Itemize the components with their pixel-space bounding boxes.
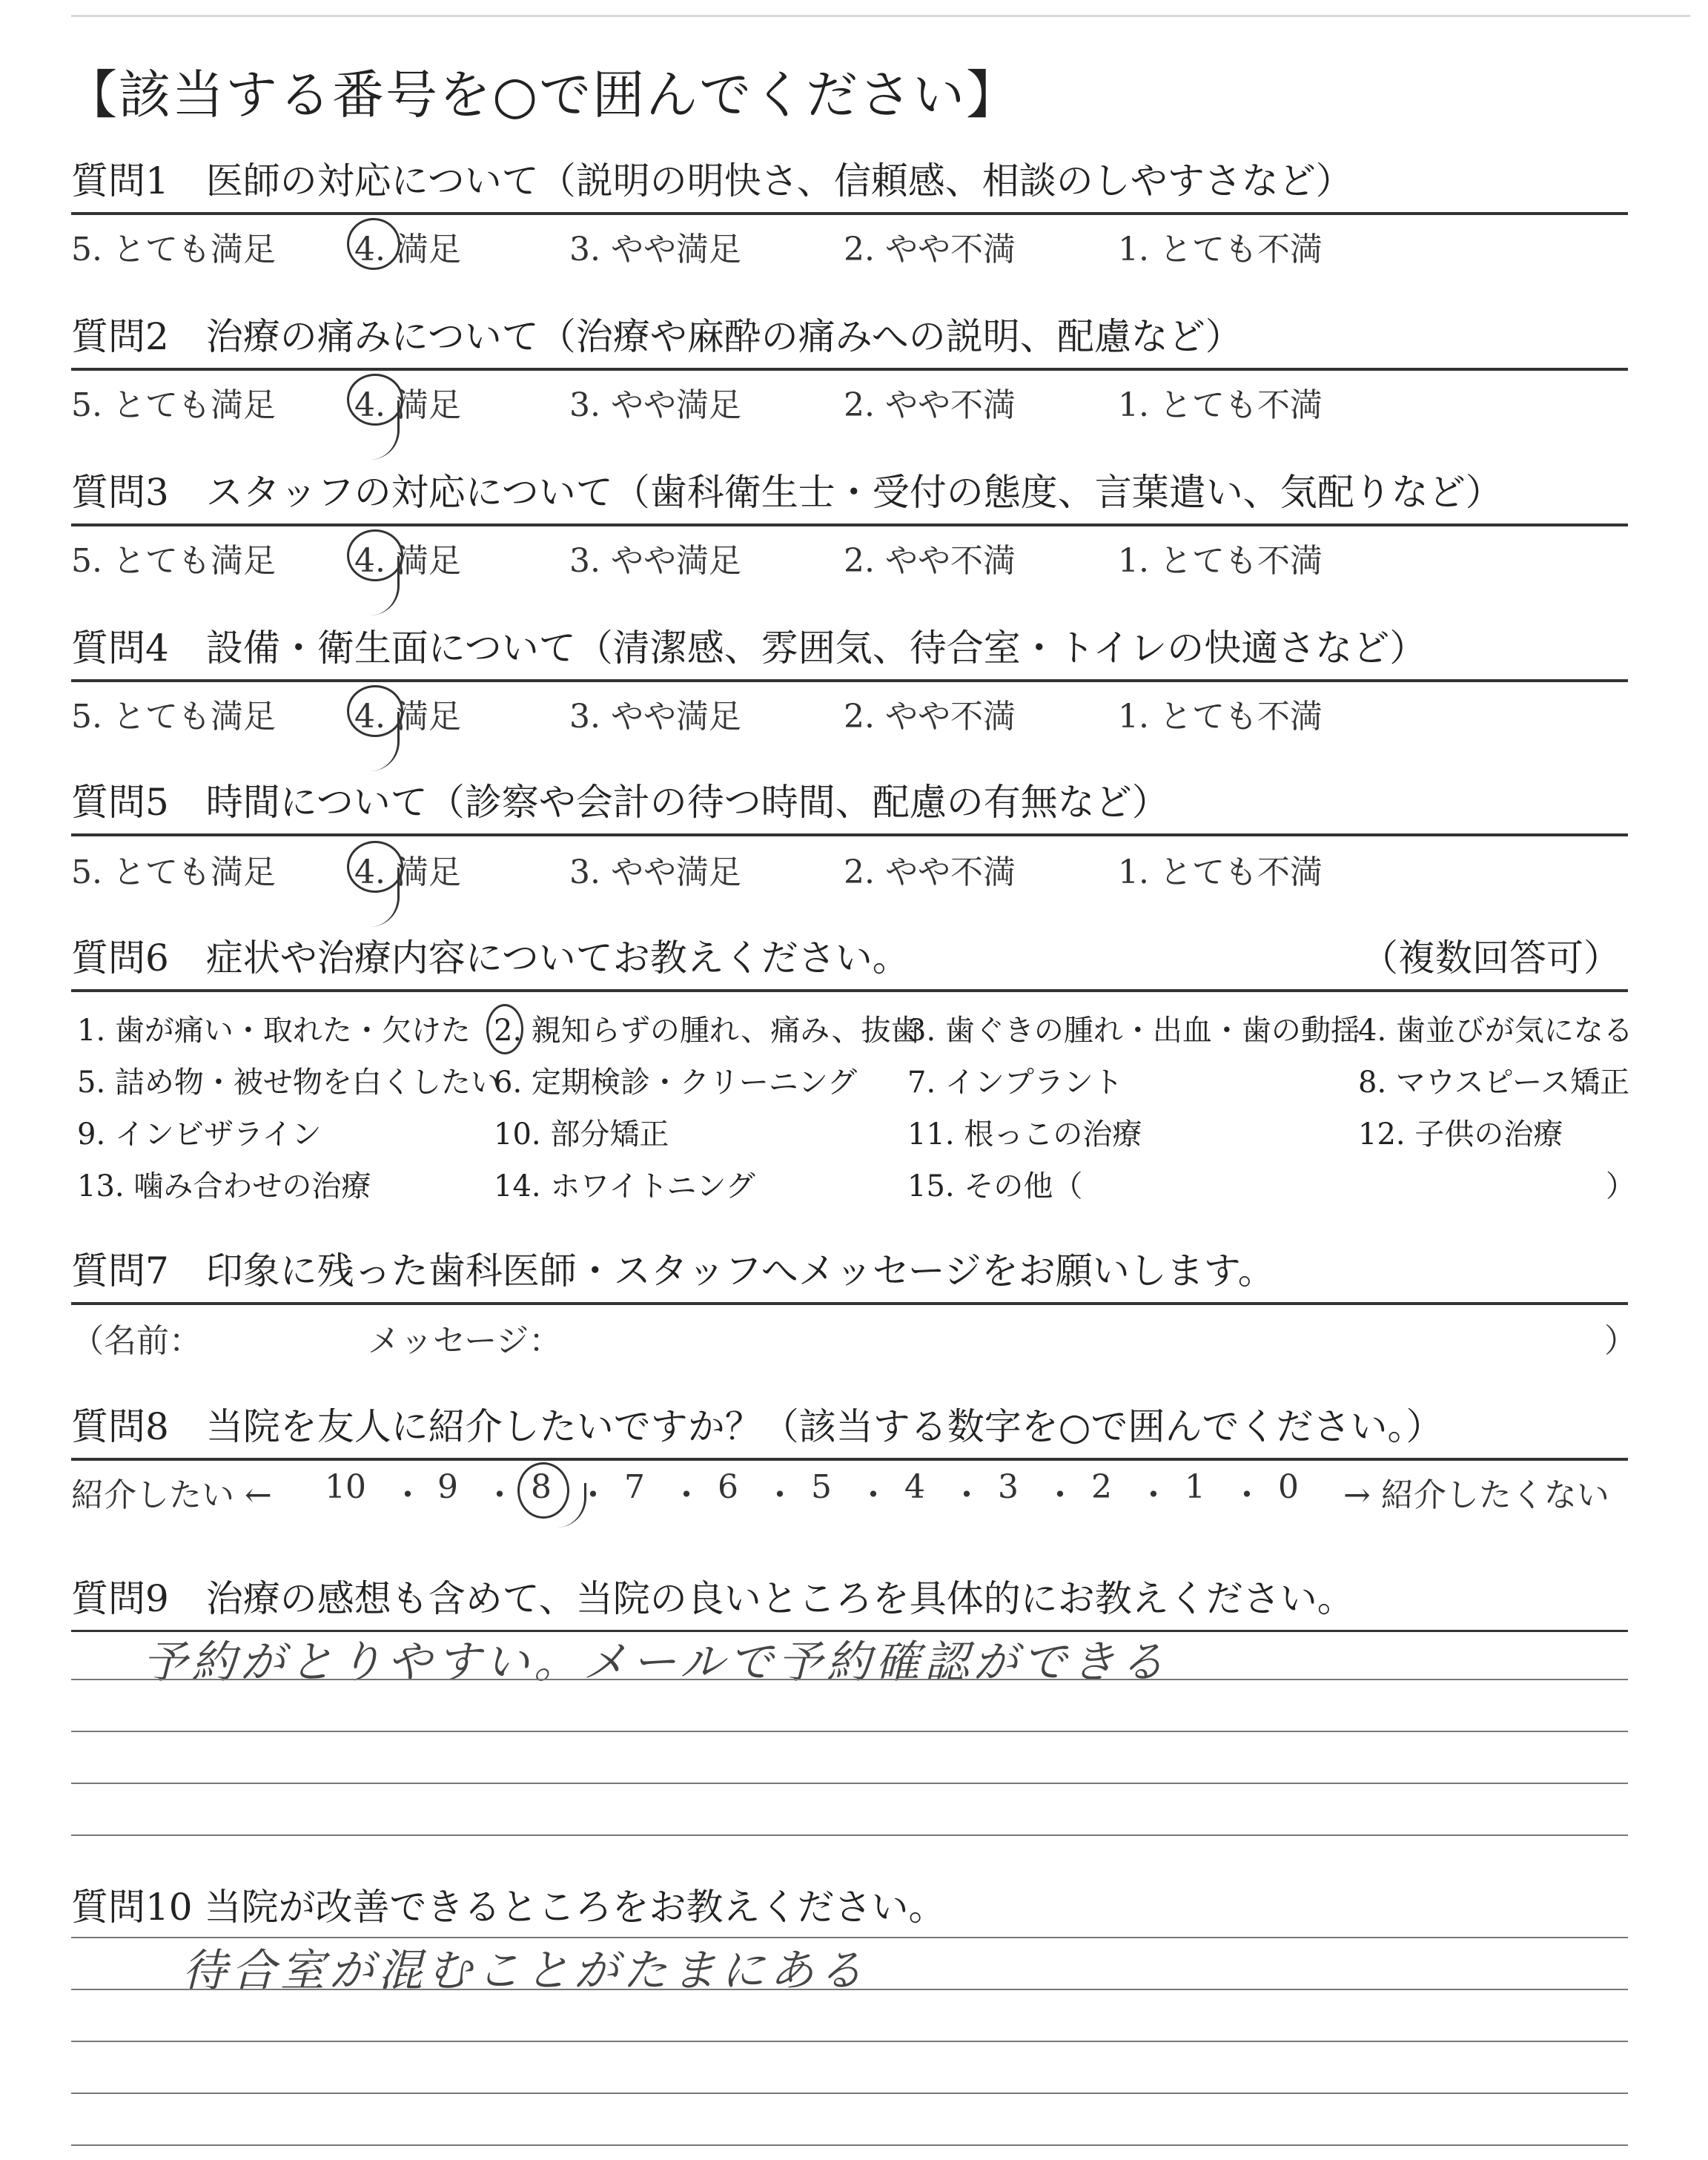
selection-circle bbox=[347, 218, 400, 270]
writing-line bbox=[71, 1834, 1628, 1836]
name-label[interactable]: （名前： bbox=[71, 1322, 202, 1360]
option-3[interactable]: 3. やや満足 bbox=[569, 542, 741, 580]
question-5-rule bbox=[71, 833, 1628, 836]
question-6-rule bbox=[71, 989, 1628, 992]
scale-dot: ・ bbox=[857, 1476, 890, 1514]
scale-dot: ・ bbox=[577, 1476, 609, 1514]
writing-line bbox=[71, 1989, 1628, 1990]
question-3-title: 質問3 スタッフの対応について（歯科衛生士・受付の態度、言葉遣い、気配りなど） bbox=[71, 471, 1503, 514]
question-8-title: 質問8 当院を友人に紹介したいですか？（該当する数字を○で囲んでください。） bbox=[71, 1405, 1443, 1448]
selection-circle bbox=[486, 1004, 523, 1054]
treatment-option[interactable]: 10. 部分矯正 bbox=[494, 1117, 669, 1152]
scale-2[interactable]: 2 bbox=[1091, 1468, 1112, 1506]
page-title: 【該当する番号を○で囲んでください】 bbox=[65, 65, 1020, 125]
scale-1[interactable]: 1 bbox=[1185, 1468, 1205, 1506]
question-6 bbox=[71, 934, 1635, 1203]
question-3 bbox=[71, 469, 1628, 580]
question-7-rule bbox=[71, 1302, 1628, 1305]
question-1-rule bbox=[71, 212, 1628, 215]
scale-dot: ・ bbox=[1044, 1476, 1076, 1514]
question-8 bbox=[71, 1403, 1628, 1514]
scale-0[interactable]: 0 bbox=[1278, 1468, 1299, 1506]
question-10-title: 質問10 当院が改善できるところをお教えください。 bbox=[71, 1886, 946, 1929]
treatment-option[interactable]: 7. インプラント bbox=[907, 1066, 1123, 1100]
option-4[interactable]: 4. 満足 bbox=[354, 698, 461, 736]
question-2-title: 質問2 治療の痛みについて（治療や麻酔の痛みへの説明、配慮など） bbox=[71, 315, 1242, 358]
question-7 bbox=[71, 1247, 1637, 1360]
scale-dot: ・ bbox=[764, 1476, 796, 1514]
option-2[interactable]: 2. やや不満 bbox=[844, 853, 1016, 891]
option-1[interactable]: 1. とても不満 bbox=[1118, 698, 1323, 736]
question-4 bbox=[71, 624, 1628, 736]
other-close-paren: ） bbox=[1606, 1169, 1635, 1203]
question-3-rule bbox=[71, 524, 1628, 526]
writing-line bbox=[71, 1731, 1628, 1732]
option-2[interactable]: 2. やや不満 bbox=[844, 542, 1016, 580]
writing-line bbox=[71, 1679, 1628, 1680]
question-5-title: 質問5 時間について（診察や会計の待つ時間、配慮の有無など） bbox=[71, 781, 1169, 824]
treatment-option[interactable]: 11. 根っこの治療 bbox=[907, 1117, 1142, 1152]
option-5[interactable]: 5. とても満足 bbox=[71, 853, 276, 891]
option-5[interactable]: 5. とても満足 bbox=[71, 542, 276, 580]
question-4-rule bbox=[71, 679, 1628, 682]
option-3[interactable]: 3. やや満足 bbox=[569, 853, 741, 891]
option-2[interactable]: 2. やや不満 bbox=[844, 231, 1016, 268]
scale-left-label: 紹介したい ← bbox=[71, 1476, 272, 1514]
scale-5[interactable]: 5 bbox=[811, 1468, 832, 1506]
pen-stroke bbox=[540, 1483, 586, 1527]
writing-line bbox=[71, 2041, 1628, 2042]
treatment-option[interactable]: 8. マウスピース矯正 bbox=[1358, 1066, 1630, 1100]
handwritten-answer[interactable]: 待合室が混むことがたまにある bbox=[182, 1945, 867, 1997]
treatment-option[interactable]: 3. 歯ぐきの腫れ・出血・歯の動揺 bbox=[907, 1014, 1360, 1048]
treatment-option[interactable]: 14. ホワイトニング bbox=[494, 1169, 755, 1203]
top-border bbox=[71, 15, 1690, 17]
treatment-option[interactable]: 2. 親知らずの腫れ、痛み、抜歯 bbox=[494, 1014, 921, 1048]
treatment-option[interactable]: 15. その他（ bbox=[907, 1169, 1083, 1203]
treatment-option[interactable]: 9. インビザライン bbox=[77, 1117, 322, 1152]
writing-line bbox=[71, 2093, 1628, 2094]
question-9 bbox=[71, 1575, 1628, 1688]
question-2-rule bbox=[71, 368, 1628, 371]
option-1[interactable]: 1. とても不満 bbox=[1118, 231, 1323, 268]
question-1 bbox=[71, 157, 1628, 268]
option-1[interactable]: 1. とても不満 bbox=[1118, 386, 1323, 424]
option-2[interactable]: 2. やや不満 bbox=[844, 386, 1016, 424]
treatment-option[interactable]: 5. 詰め物・被せ物を白くしたい bbox=[77, 1066, 500, 1100]
option-5[interactable]: 5. とても満足 bbox=[71, 698, 276, 736]
option-4[interactable]: 4. 満足 bbox=[354, 231, 461, 268]
writing-line bbox=[71, 2144, 1628, 2146]
option-4[interactable]: 4. 満足 bbox=[354, 386, 461, 424]
treatment-option[interactable]: 6. 定期検診・クリーニング bbox=[494, 1066, 858, 1100]
message-close-paren: ） bbox=[1604, 1322, 1637, 1360]
treatment-option[interactable]: 1. 歯が痛い・取れた・欠けた bbox=[77, 1014, 471, 1048]
message-label[interactable]: メッセージ： bbox=[368, 1322, 562, 1360]
option-4[interactable]: 4. 満足 bbox=[354, 853, 461, 891]
option-5[interactable]: 5. とても満足 bbox=[71, 386, 276, 424]
scale-6[interactable]: 6 bbox=[718, 1468, 738, 1506]
question-5 bbox=[71, 779, 1628, 891]
treatment-option[interactable]: 13. 噛み合わせの治療 bbox=[77, 1169, 371, 1203]
handwritten-answer[interactable]: 予約がとりやすい。メールで予約確認ができる bbox=[142, 1636, 1169, 1688]
option-3[interactable]: 3. やや満足 bbox=[569, 698, 741, 736]
option-1[interactable]: 1. とても不満 bbox=[1118, 853, 1323, 891]
option-3[interactable]: 3. やや満足 bbox=[569, 231, 741, 268]
option-4[interactable]: 4. 満足 bbox=[354, 542, 461, 580]
writing-line bbox=[71, 1783, 1628, 1784]
scale-dot: ・ bbox=[483, 1476, 516, 1514]
scale-dot: ・ bbox=[1231, 1476, 1263, 1514]
scale-10[interactable]: 10 bbox=[325, 1468, 366, 1506]
question-1-title: 質問1 医師の対応について（説明の明快さ、信頼感、相談のしやすさなど） bbox=[71, 159, 1353, 202]
question-7-title: 質問7 印象に残った歯科医師・スタッフへメッセージをお願いします。 bbox=[71, 1249, 1275, 1292]
pen-stroke bbox=[368, 400, 400, 460]
treatment-option[interactable]: 4. 歯並びが気になる bbox=[1358, 1014, 1633, 1048]
multiple-answers-note: （複数回答可） bbox=[1361, 937, 1621, 980]
pen-stroke bbox=[368, 712, 400, 771]
question-10 bbox=[71, 1883, 1628, 1997]
scale-3[interactable]: 3 bbox=[998, 1468, 1019, 1506]
scale-right-label: → 紹介したくない bbox=[1343, 1476, 1609, 1514]
question-9-title: 質問9 治療の感想も含めて、当院の良いところを具体的にお教えください。 bbox=[71, 1577, 1354, 1620]
pen-stroke bbox=[368, 556, 400, 615]
scale-4[interactable]: 4 bbox=[904, 1468, 925, 1506]
scale-8[interactable]: 8 bbox=[531, 1468, 552, 1506]
question-8-rule bbox=[71, 1458, 1628, 1461]
option-1[interactable]: 1. とても不満 bbox=[1118, 542, 1323, 580]
question-4-title: 質問4 設備・衛生面について（清潔感、雰囲気、待合室・トイレの快適さなど） bbox=[71, 627, 1427, 670]
scale-dot: ・ bbox=[391, 1476, 424, 1514]
option-2[interactable]: 2. やや不満 bbox=[844, 698, 1016, 736]
option-5[interactable]: 5. とても満足 bbox=[71, 231, 276, 268]
scale-9[interactable]: 9 bbox=[437, 1468, 458, 1506]
question-2 bbox=[71, 313, 1628, 424]
treatment-option[interactable]: 12. 子供の治療 bbox=[1358, 1117, 1563, 1152]
scale-dot: ・ bbox=[1137, 1476, 1170, 1514]
scale-dot: ・ bbox=[670, 1476, 703, 1514]
pen-stroke bbox=[368, 868, 400, 927]
question-6-title: 質問6 症状や治療内容についてお教えください。 bbox=[71, 937, 910, 980]
scale-7[interactable]: 7 bbox=[624, 1468, 645, 1506]
scale-dot: ・ bbox=[950, 1476, 983, 1514]
option-3[interactable]: 3. やや満足 bbox=[569, 386, 741, 424]
